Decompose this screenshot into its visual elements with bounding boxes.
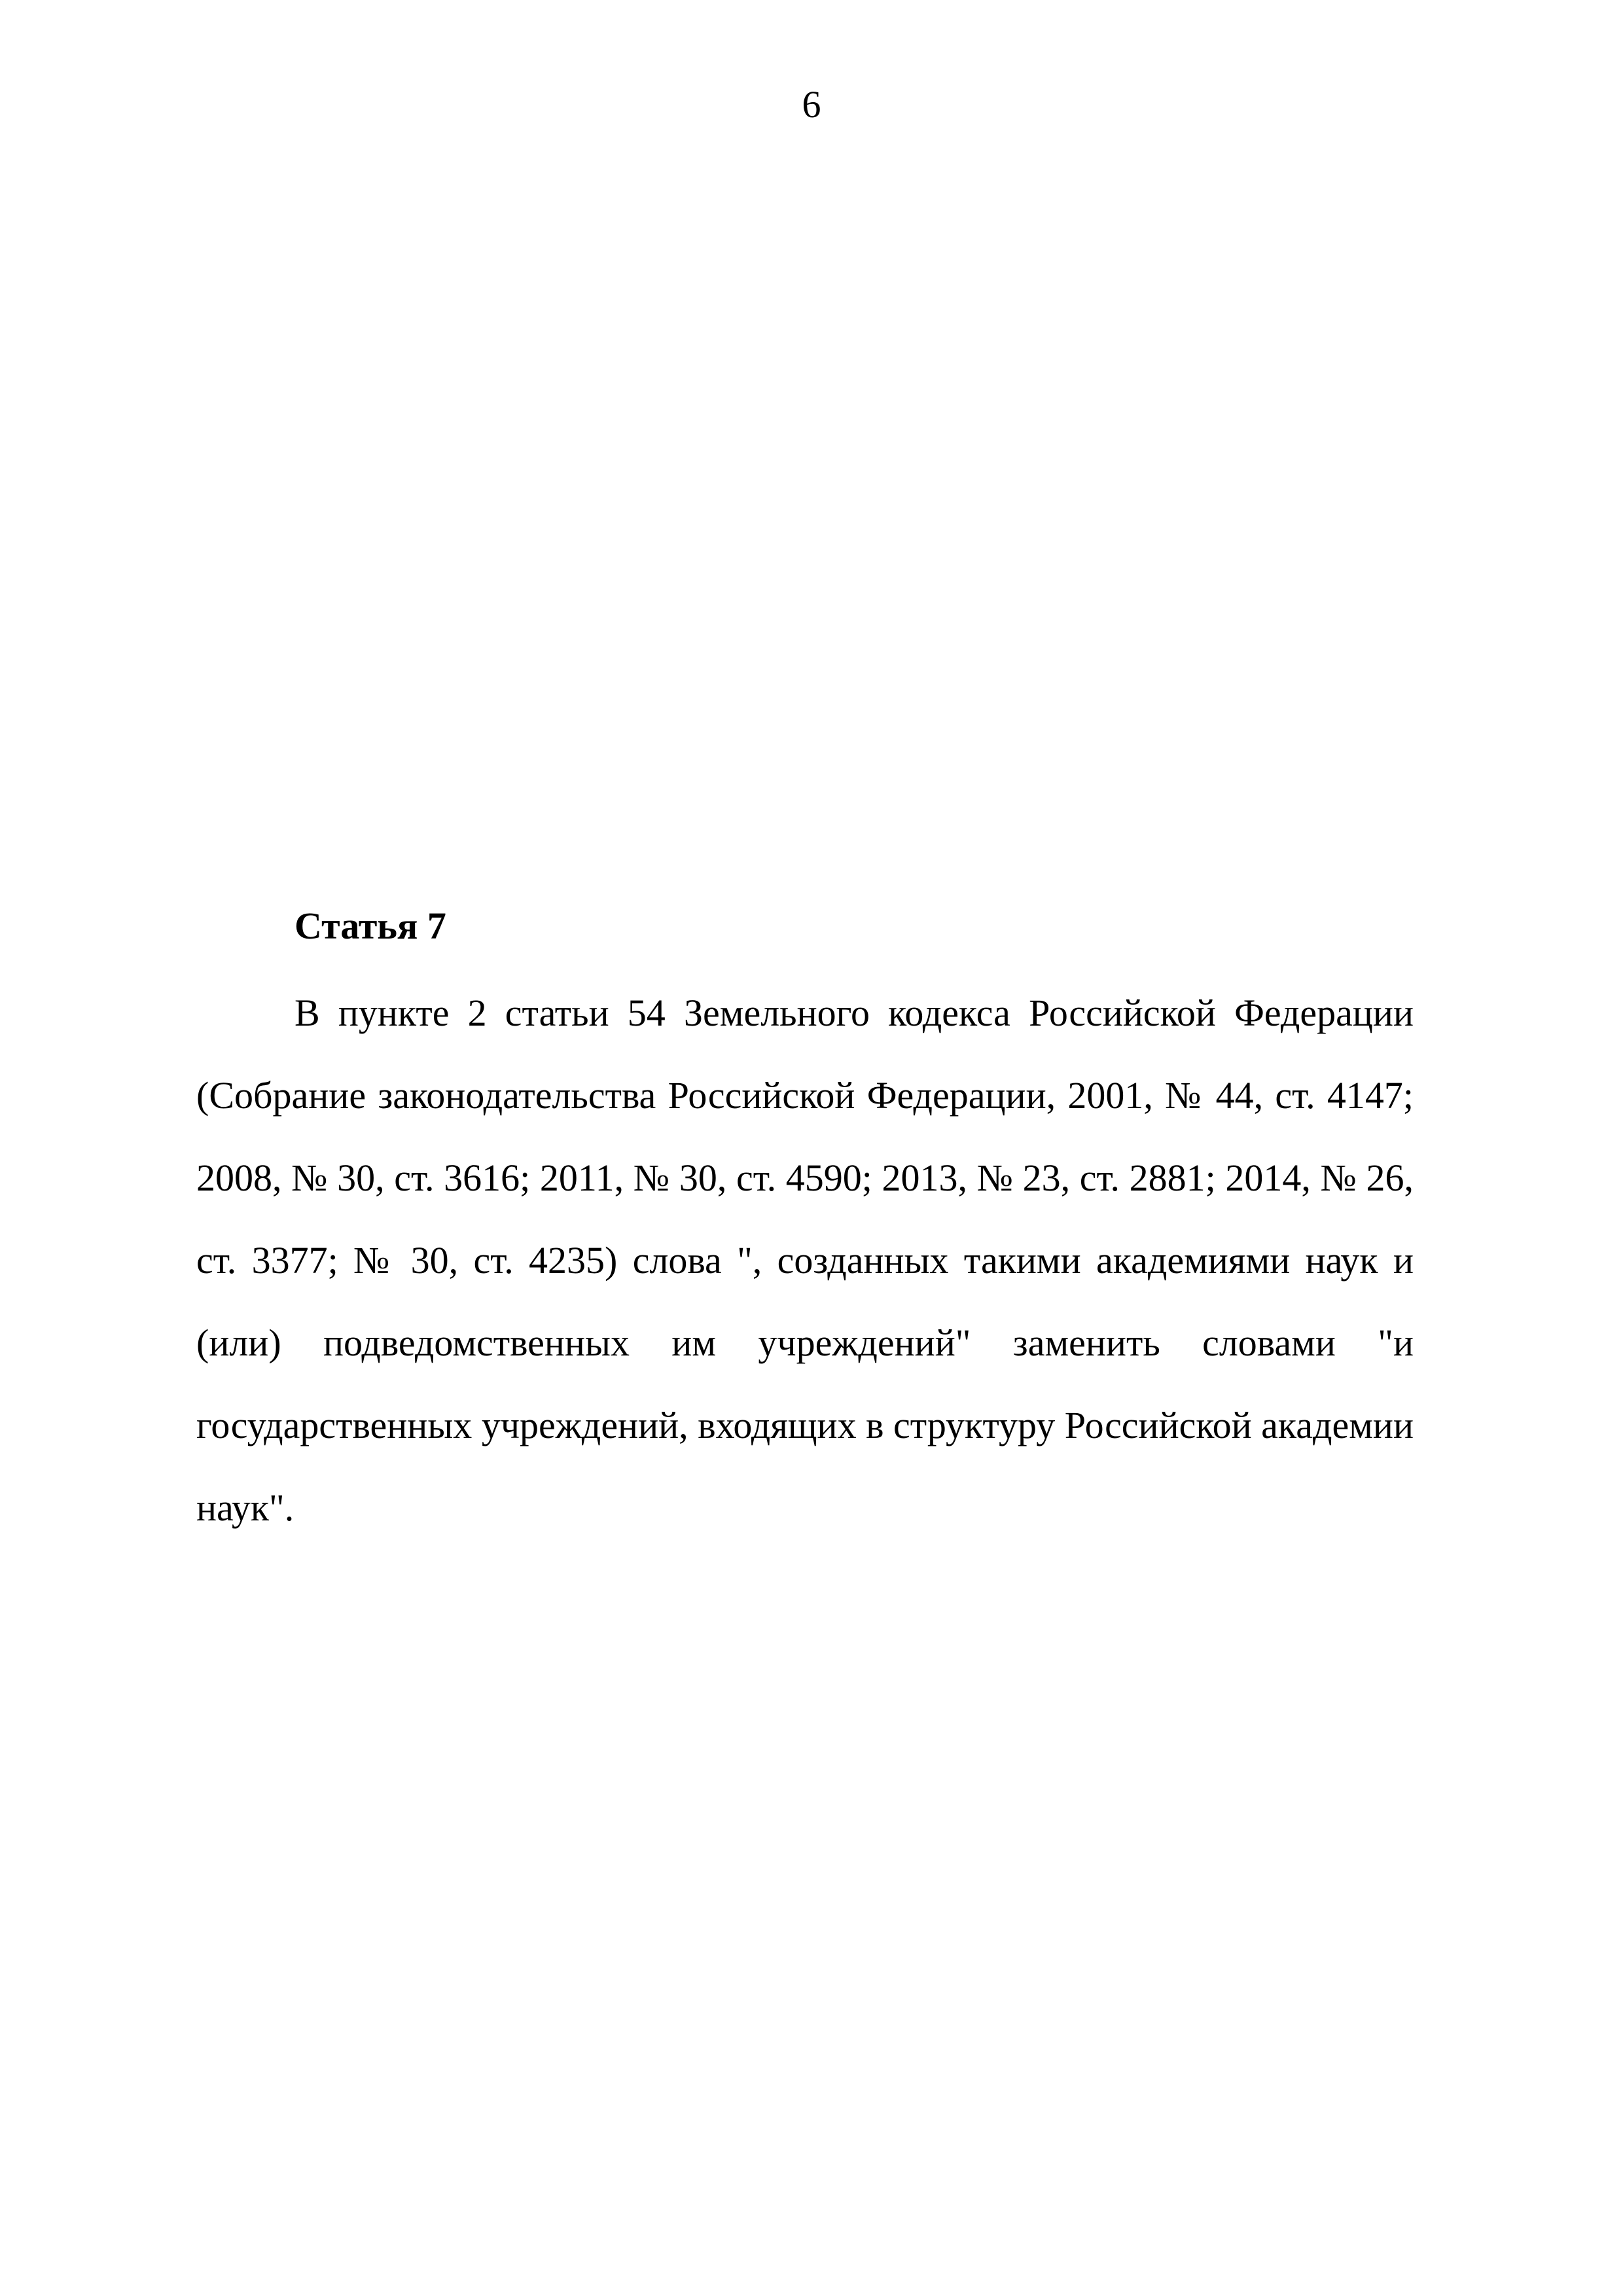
article-title: Статья 7 [294, 905, 446, 947]
article-section [196, 893, 1414, 1549]
article-body-paragraph: В пункте 2 статьи 54 Земельного кодекса Российской Федерации (Собрание законодательства Российской Федерации, 2001, № 44, ст. 4147; 2008, № 30, ст. 3616; 2011, № 30, ст. 4590; 2013, № 23, ст. 2881; 2014, № 26, ст. 3377; № 30, ст. 4235) слова ", созданных такими академиями наук и (или) подведомственных им учреждений" заменить словами "и государственных учреждений, входящих в структуру Российской академии наук". [196, 992, 1414, 1529]
page-number: 6 [802, 83, 821, 126]
